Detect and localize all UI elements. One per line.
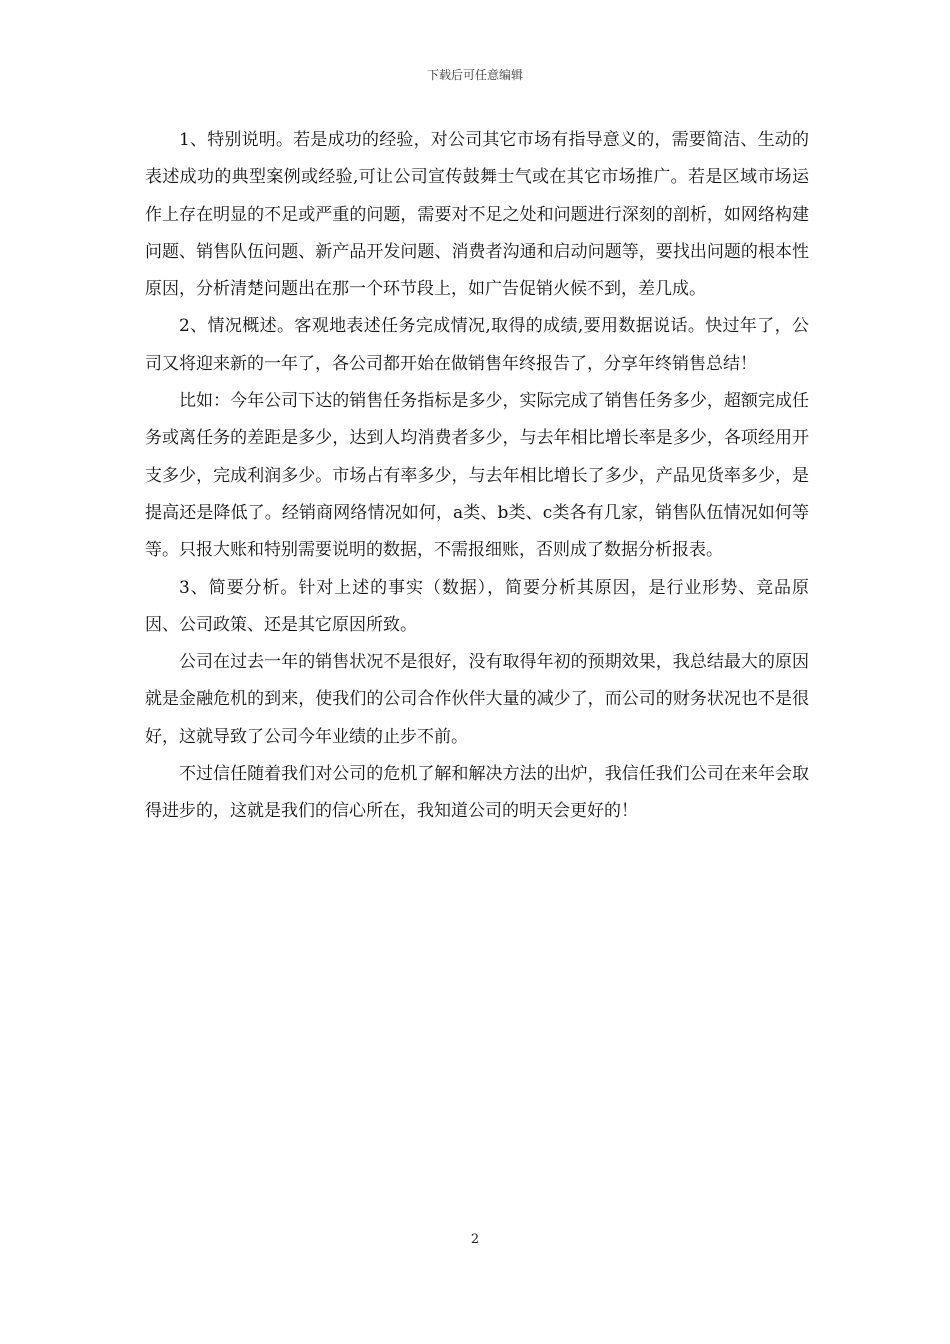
paragraph-overview: 2、情况概述。客观地表述任务完成情况,取得的成绩,要用数据说话。快过年了，公司又将迎来新的一年了，各公司都开始在做销售年终报告了，分享年终销售总结！	[145, 316, 809, 374]
page-header: 下载后可任意编辑	[426, 68, 523, 82]
paragraph-example: 比如：今年公司下达的销售任务指标是多少，实际完成了销售任务多少，超额完成任务或离任务的差距是多少，达到人均消费者多少，与去年相比增长率是多少，各项经用开支多少，完成利润多少。市场占有率多少，与去年相比增长了多少，产品见货率多少，是提高还是降低了。经销商网络情况如何，a类、b类、c类各有几家，销售队伍情况如何等等。只报大账和特别需要说明的数据，不需报细账，否则成了数据分析报表。	[145, 391, 809, 561]
paragraph-past-year: 公司在过去一年的销售状况不是很好，没有取得年初的预期效果，我总结最大的原因就是金融危机的到来，使我们的公司合作伙伴大量的减少了，而公司的财务状况也不是很好，这就导致了公司今年业绩的止步不前。	[145, 652, 809, 747]
document-body	[145, 122, 809, 831]
paragraph-special-notes: 1、特别说明。若是成功的经验，对公司其它市场有指导意义的，需要简洁、生动的表述成功的典型案例或经验,可让公司宣传鼓舞士气或在其它市场推广。若是区域市场运作上存在明显的不足或严重的问题，需要对不足之处和问题进行深刻的剖析，如网络构建问题、销售队伍问题、新产品开发问题、消费者沟通和启动问题等，要找出问题的根本性原因，分析清楚问题出在那一个环节段上，如广告促销火候不到，差几成。	[145, 130, 809, 300]
paragraph-brief-analysis: 3、简要分析。针对上述的事实（数据），简要分析其原因，是行业形势、竞品原因、公司政策、还是其它原因所致。	[145, 577, 809, 635]
page-number: 2	[470, 1232, 480, 1247]
paragraph-outlook: 不过信任随着我们对公司的危机了解和解决方法的出炉，我信任我们公司在来年会取得进步的，这就是我们的信心所在，我知道公司的明天会更好的！	[145, 764, 809, 822]
